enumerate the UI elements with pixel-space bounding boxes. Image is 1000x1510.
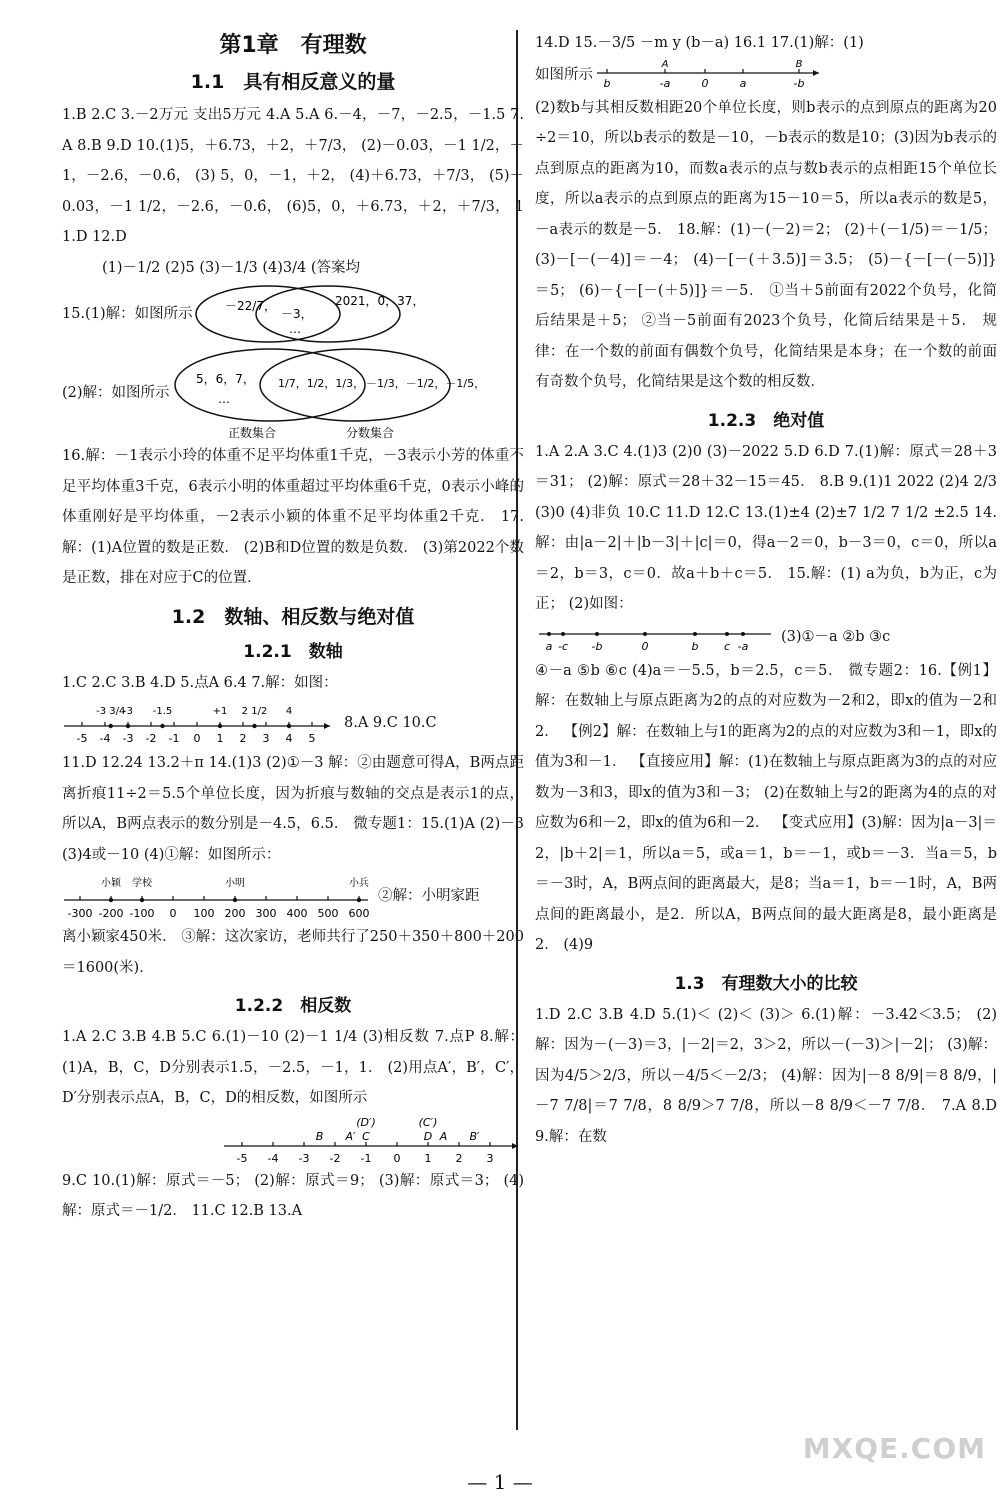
axis4-tick-label: b [603,76,611,90]
axis1-tick-label: -4 [99,732,111,745]
venn-diagram-2 [170,345,485,441]
axis1-point-label: -1.5 [152,706,173,717]
axis1-tick-label: -5 [76,732,88,745]
axis4-point-label: B [795,58,803,70]
axis4-tick-label: -b [793,76,805,90]
number-line-4 [593,59,823,93]
venn1-dots: … [288,322,301,336]
axis1-point-label: 4 [285,706,293,717]
axis1-tick-label: 3 [262,732,270,745]
venn1-mid-text: －3， [280,307,313,321]
axis3-point-label-upper: (D′) [356,1115,376,1129]
axis1-point-label: 2 1/2 [241,706,268,717]
right-answers-4: ④－a ⑤b ⑥c (4)a＝－5.5，b＝2.5，c＝5． 微专题2：16.【例1】解：在数轴上与原点距离为2的点的对应数为－2和2，即x的值为－2和2． 【例2】解：在数轴上与1的距离为2的点的对应数为3和－1，即x的值为3和－1． 【直接应用】解：(1)在数轴上与原点距离为3的点的对应数为－3和3，即x的值为3和－3； (2)在数轴上与2的距离为4的点的对应数为6和－2，即x的值为6和－2． 【变式应用】(3)解：因为|a－3|＝2，|b＋2|＝1，所以a＝5，或a＝1，b＝－1，或b＝－3．当a＝5，b＝－3时，A，B两点间的距离最大，是8；当a＝1，b＝－1时，A，B两点间的距离最小，是2．所以A，B两点间的最大距离是8，最小距离是2． (4)9 [535,662,997,953]
axis2-tick-label: 600 [348,907,370,920]
axis2-point [140,898,144,902]
watermark-logo: MXQE.COM [802,1432,986,1465]
axis3-point-label: A′ [345,1129,356,1143]
venn1-left-text: －22/7， [224,299,276,313]
axis2-point [357,898,361,902]
q15-label: 15.(1)解：如图所示 [62,305,193,322]
axis1-point [287,724,291,728]
axis5-point-label: c [723,639,731,653]
venn-figure-2 [62,345,524,441]
venn2-right-text: －1/3，－1/2，－1/5， [365,377,485,390]
venn-figure-1 [62,283,524,345]
axis4-tick-label: a [739,76,747,90]
section-1-2-2-title: 1.2.2 相反数 [234,996,352,1016]
axis5-point-label: -a [737,639,749,653]
section-1-3-title: 1.3 有理数大小的比较 [674,973,858,994]
axis2-point-label: 小明 [225,878,245,889]
axis2-tick-label: 100 [193,907,215,920]
axis5-point-label: -b [591,639,603,653]
venn2-dots: … [217,392,230,406]
axis2-point-label: 学校 [132,878,152,889]
number-line-figure-5 [535,620,997,656]
axis2-after-text: ②解：小明家距 [378,887,480,904]
axis2-tick-label: 300 [255,907,277,920]
chapter-title: 第1章 有理数 [219,33,367,58]
section-1-2-1-answers-2: 11.D 12.24 13.2＋π 14.(1)3 (2)①－3 解：②由题意可得A，B两点距离折痕11÷2＝5.5个单位长度，因为折痕与数轴的交点是表示1的点，所以A，B两点表示的数分别是－4.5，6.5． 微专题1：15.(1)A (2)－3 (3)4或－10 (4)①解：如图所示： [62,755,524,863]
number-line-figure-2 [62,870,524,922]
axis4-point-label: A [661,58,669,70]
axis4-tick-label: 0 [701,76,709,90]
axis3-point-label: B′ [469,1129,480,1143]
axis2-point-label: 小颖 [101,878,121,889]
axis1-point [109,724,113,728]
axis5-point [693,632,697,636]
axis3-point-label: C [362,1129,370,1143]
q15-2-label: (2)解：如图所示 [62,384,170,401]
axis4-tick-label: -a [659,76,671,90]
axis5-point [643,632,647,636]
section-1-2-title: 1.2 数轴、相反数与绝对值 [171,605,415,628]
axis2-tick-label: -100 [129,907,155,920]
fig1-prefix: 如图所示 [535,67,593,84]
axis1-tick-label: -3 [122,732,134,745]
number-line-5 [535,620,775,656]
venn2-label-left: 正数集合 [227,426,276,440]
venn1-right-text: 2021，0，37， [334,294,425,308]
section-1-1-answers-2: (1)－1/2 (2)5 (3)－1/3 (4)3/4 (答案均 [102,259,360,276]
axis1-tick-label: -1 [168,732,180,745]
section-1-2-1-title: 1.2.1 数轴 [243,641,343,662]
axis1-tick-label: 2 [239,732,247,745]
axis1-point [252,724,256,728]
axis5-point [741,632,745,636]
axis5-point-label: a [545,639,553,653]
axis5-point [725,632,729,636]
page-number: — 1 — [467,1470,533,1494]
axis3-point-label: D [423,1129,433,1143]
section-1-2-1-answers: 1.C 2.C 3.B 4.D 5.点A 6.4 7.解：如图： [62,674,338,691]
right-answers-3: 1.A 2.A 3.C 4.(1)3 (2)0 (3)－2022 5.D 6.D 7.(1)解：原式＝28＋3＝31； (2)解：原式＝28＋32－15＝45． 8.B 9.(1)1 2022 (2)4 2/3 (3)0 (4)非负 10.C 11.D 12.C 13.(1)±4 (2)±7 1/2 7 1/2 ±2.5 14.解：由|a－2|＋|b－3|＋|c|＝0，得a－2＝0，b－3＝0，c＝0，所以a＝2，b＝3，c＝0．故a＋b＋c＝5． 15.解：(1) a为负，b为正，c为正； (2)如图： [535,443,997,612]
axis2-tick-label: 200 [224,907,246,920]
axis5-after-text: (3)①－a ②b ③c [781,629,891,646]
axis3-tick-label: 0 [393,1151,401,1165]
axis3-tick-label: 3 [486,1151,494,1165]
axis1-point-label: -3 3/4 [96,706,126,717]
axis1-tick-label: -2 [145,732,157,745]
section-1-1-answers-3: 16.解：－1表示小玲的体重不足平均体重1千克，－3表示小芳的体重不足平均体重3千克，6表示小明的体重超过平均体重6千克，0表示小峰的体重刚好是平均体重，－2表示小颖的体重不足平均体重2千克． 17.解：(1)A位置的数是正数． (2)B和D位置的数是负数． (3)第2022个数是正数，排在对应于C的位置． [62,448,524,586]
axis2-tick-label: -200 [98,907,124,920]
axis2-tick-label: -300 [67,907,93,920]
number-line-figure-4 [535,59,997,93]
axis5-point-label: -c [557,639,569,653]
right-answers-5: 1.D 2.C 3.B 4.D 5.(1)＜ (2)＜ (3)＞ 6.(1)解：－3.42＜3.5； (2)解：因为－(－3)＝3，|－2|＝2，3＞2，所以－(－3)＞|－2|； (3)解：因为4/5＞2/3，所以－4/5＜－2/3； (4)解：因为|－8 8/9|＝8 8/9，|－7 7/8|＝7 7/8，8 8/9＞7 7/8，所以－8 8/9＜－7 7/8． 7.A 8.D 9.解：在数 [535,1006,997,1145]
axis5-point-label: 0 [641,639,649,653]
number-line-3 [222,1116,522,1164]
axis1-point [126,724,130,728]
right-answers-1: 14.D 15.－3/5 －m y (b－a) 16.1 17.(1)解：(1) [535,35,864,51]
axis1-point-label: +1 [212,706,228,717]
axis2-tick-label: 500 [317,907,339,920]
axis5-point [547,632,551,636]
section-1-2-1-answers-3: 离小颖家450米． ③解：这次家访，老师共行了250＋350＋800＋200＝1600(米)． [62,929,524,976]
axis1-tick-label: 4 [285,732,293,745]
right-answers-2: (2)数b与其相反数相距20个单位长度，则b表示的点到原点的距离为20÷2＝10，所以b表示的数是－10，－b表示的数是10；(3)因为b表示的点到原点的距离为10，而数a表示的点与数b表示的点相距15个单位长度，所以a表示的点到原点的距离为15－10＝5，所以a表示的数是5，－a表示的数是－5． 18.解：(1)－(－2)＝2； (2)＋(－1/5)＝－1/5； (3)－[－(－4)]＝－4； (4)－[－(＋3.5)]＝3.5； (5)－{－[－(－5)]}＝5； (6)－{－[－(＋5)]}＝－5． ①当＋5前面有2022个负号，化简后结果是＋5； ②当－5前面有2023个负号，化简后结果是＋5． 规律：在一个数的前面有偶数个负号，化简结果是本身；在一个数的前面有奇数个负号，化简结果是这个数的相反数． [535,99,997,390]
axis2-tick-label: 400 [286,907,308,920]
axis2-point [233,898,237,902]
axis3-point-label-upper: (C′) [418,1115,438,1129]
axis1-tick-label: 1 [216,732,224,745]
axis3-tick-label: 1 [424,1151,432,1165]
axis2-point [109,898,113,902]
venn2-mid-text: 1/7，1/2，1/3， [277,377,364,390]
axis1-point [218,724,222,728]
axis2-point-label: 小兵 [349,878,369,889]
section-1-2-3-title: 1.2.3 绝对值 [707,410,825,431]
axis1-tick-label: 5 [308,732,316,745]
venn-diagram-1 [193,283,425,345]
axis3-tick-label: 2 [455,1151,463,1165]
axis5-point [595,632,599,636]
number-line-1 [62,698,334,748]
axis1-tick-label: 0 [193,732,201,745]
venn2-label-right: 分数集合 [345,426,394,440]
axis1-point [160,724,164,728]
section-1-2-2-answers: 1.A 2.C 3.B 4.B 5.C 6.(1)－10 (2)－1 1/4 (3)相反数 7.点P 8.解：(1)A，B，C，D分别表示1.5，－2.5，－1，1． (2)用点A′，B′，C′，D′分别表示点A，B，C，D的相反数，如图所示 [62,1029,524,1106]
axis5-point-label: b [691,639,699,653]
axis1-after-text: 8.A 9.C 10.C [344,714,437,731]
axis2-tick-label: 0 [169,907,177,920]
venn2-left-text: 5，6，7， [195,372,255,386]
number-line-2 [62,870,372,922]
number-line-figure-1 [62,698,524,748]
axis3-tick-label: -4 [267,1151,279,1165]
section-1-1-answers: 1.B 2.C 3.－2万元 支出5万元 4.A 5.A 6.－4，－7，－2.5，－1.5 7.A 8.B 9.D 10.(1)5，＋6.73，＋2，＋7/3， (2)－0.03，－1 1/2，－1，－2.6，－0.6̇， (3) 5，0，－1，＋2， (4)＋6.73，＋7/3， (5)－0.03，－1 1/2，－2.6，－0.6̇， (6)5，0，＋6.73，＋2，＋7/3， 11.D 12.D [62,107,524,245]
section-1-2-2-answers-2: 9.C 10.(1)解：原式＝－5； (2)解：原式＝9； (3)解：原式＝3； (4)解：原式＝－1/2． 11.C 12.B 13.A [62,1172,524,1219]
axis3-tick-label: -3 [298,1151,310,1165]
axis3-tick-label: -1 [360,1151,372,1165]
axis3-point-label: B [315,1129,324,1143]
left-column [62,28,524,1227]
axis1-point-label: -3 [123,706,133,717]
axis5-point [561,632,565,636]
section-1-1-title: 1.1 具有相反意义的量 [190,71,396,93]
right-column [535,28,997,1152]
axis3-point-label: A [439,1129,448,1143]
axis3-tick-label: -5 [236,1151,248,1165]
axis3-tick-label: -2 [329,1151,341,1165]
